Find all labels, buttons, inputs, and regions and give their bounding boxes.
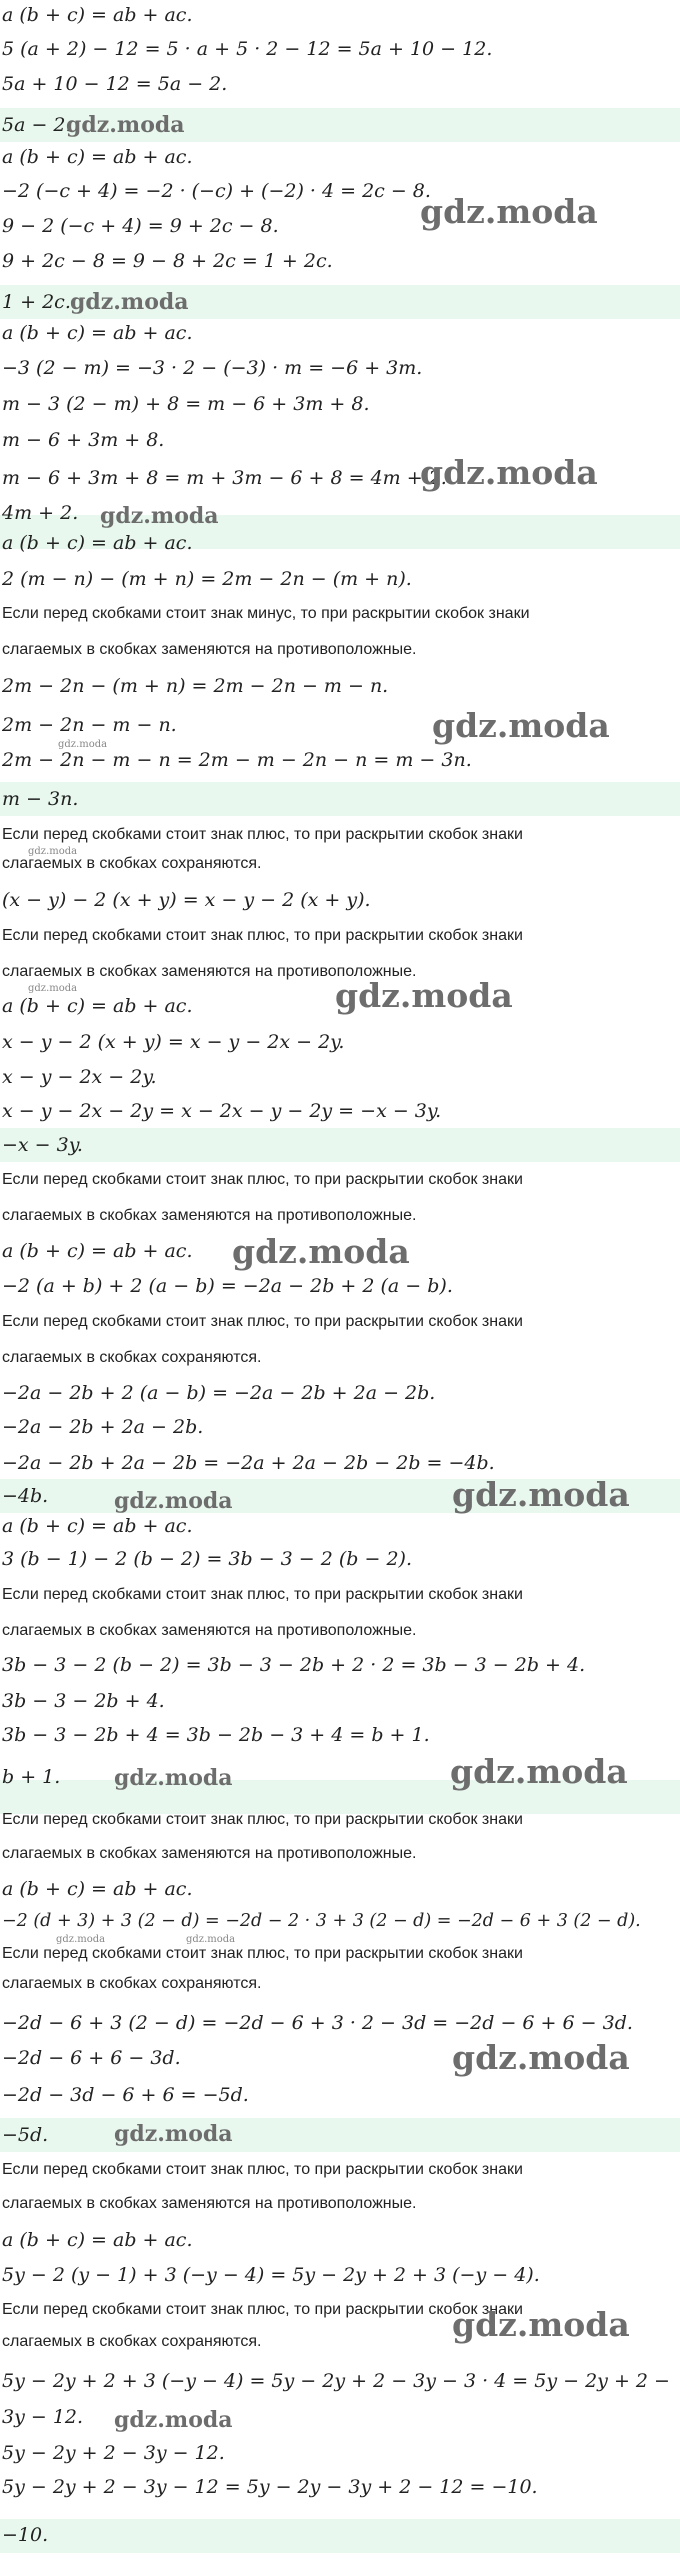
- math-line: 3b − 3 − 2b + 4 = 3b − 2b − 3 + 4 = b + 1.: [2, 1724, 430, 1746]
- answer-band: [0, 1128, 680, 1162]
- watermark: gdz.moda: [452, 2305, 630, 2344]
- answer-line: −10.: [2, 2524, 49, 2546]
- math-line: 2 (m − n) − (m + n) = 2m − 2n − (m + n).: [2, 568, 412, 590]
- math-line: 2m − 2n − m − n.: [2, 714, 177, 736]
- math-line: m − 3 (2 − m) + 8 = m − 6 + 3m + 8.: [2, 393, 370, 415]
- math-line: −2 (a + b) + 2 (a − b) = −2a − 2b + 2 (a − b).: [2, 1275, 453, 1297]
- watermark: gdz.moda: [420, 192, 598, 231]
- math-line: −2a − 2b + 2a − 2b = −2a + 2a − 2b − 2b = −4b.: [2, 1452, 495, 1474]
- math-line: m − 6 + 3m + 8.: [2, 429, 165, 451]
- rule-text: Если перед скобками стоит знак плюс, то при раскрытии скобок знаки: [2, 1945, 523, 1962]
- rule-text: Если перед скобками стоит знак плюс, то при раскрытии скобок знаки: [2, 1171, 523, 1188]
- math-line: −3 (2 − m) = −3 · 2 − (−3) · m = −6 + 3m.: [2, 357, 423, 379]
- math-line: 3 (b − 1) − 2 (b − 2) = 3b − 3 − 2 (b − 2).: [2, 1548, 412, 1570]
- math-line: 5y − 2 (y − 1) + 3 (−y − 4) = 5y − 2y + 2 + 3 (−y − 4).: [2, 2264, 540, 2286]
- rule-text: слагаемых в скобках сохраняются.: [2, 1975, 262, 1992]
- math-line: a (b + c) = ab + ac.: [2, 1240, 193, 1262]
- math-line: 5y − 2y + 2 − 3y − 12 = 5y − 2y − 3y + 2 − 12 = −10.: [2, 2476, 538, 2498]
- watermark: gdz.moda: [114, 1488, 233, 1514]
- rule-text: Если перед скобками стоит знак плюс, то при раскрытии скобок знаки: [2, 2161, 523, 2178]
- math-line: 5 (a + 2) − 12 = 5 · a + 5 · 2 − 12 = 5a + 10 − 12.: [2, 38, 493, 60]
- math-line: x − y − 2x − 2y.: [2, 1066, 157, 1088]
- answer-line: −x − 3y.: [2, 1134, 83, 1156]
- watermark: gdz.moda: [452, 1475, 630, 1514]
- watermark: gdz.moda: [186, 1934, 236, 1945]
- rule-text: слагаемых в скобках сохраняются.: [2, 1349, 262, 1366]
- rule-text: Если перед скобками стоит знак плюс, то при раскрытии скобок знаки: [2, 1313, 523, 1330]
- watermark: gdz.moda: [114, 2121, 233, 2147]
- rule-text: слагаемых в скобках заменяются на противоположные.: [2, 1845, 417, 1862]
- watermark: gdz.moda: [452, 2038, 630, 2077]
- math-line: a (b + c) = ab + ac.: [2, 4, 193, 26]
- watermark: gdz.moda: [56, 1934, 106, 1945]
- answer-line: m − 3n.: [2, 788, 79, 810]
- answer-line: −4b.: [2, 1485, 49, 1507]
- math-line: −2d − 6 + 3 (2 − d) = −2d − 6 + 3 · 2 − 3d = −2d − 6 + 6 − 3d.: [2, 2012, 633, 2034]
- watermark: gdz.moda: [28, 846, 78, 857]
- math-line: 2m − 2n − m − n = 2m − m − 2n − n = m − 3n.: [2, 749, 472, 771]
- math-line: 9 + 2c − 8 = 9 − 8 + 2c = 1 + 2c.: [2, 250, 333, 272]
- math-line: −2d − 6 + 6 − 3d.: [2, 2047, 181, 2069]
- answer-line: b + 1.: [2, 1766, 61, 1788]
- math-line: a (b + c) = ab + ac.: [2, 532, 193, 554]
- watermark: gdz.moda: [58, 739, 108, 750]
- watermark: gdz.moda: [66, 112, 185, 138]
- math-line: x − y − 2 (x + y) = x − y − 2x − 2y.: [2, 1031, 345, 1053]
- answer-band: [0, 2519, 680, 2553]
- answer-band: [0, 782, 680, 816]
- answer-line: 1 + 2c.: [2, 291, 71, 313]
- watermark: gdz.moda: [432, 706, 610, 745]
- answer-line: 5a − 2.: [2, 114, 72, 136]
- watermark: gdz.moda: [420, 453, 598, 492]
- math-line: 3b − 3 − 2b + 4.: [2, 1690, 165, 1712]
- rule-text: слагаемых в скобках заменяются на противоположные.: [2, 1622, 417, 1639]
- watermark: gdz.moda: [114, 1765, 233, 1791]
- rule-text: Если перед скобками стоит знак плюс, то при раскрытии скобок знаки: [2, 927, 523, 944]
- math-line: 5a + 10 − 12 = 5a − 2.: [2, 73, 228, 95]
- rule-text: Если перед скобками стоит знак плюс, то при раскрытии скобок знаки: [2, 2301, 523, 2318]
- watermark: gdz.moda: [100, 503, 219, 529]
- math-line: 2m − 2n − (m + n) = 2m − 2n − m − n.: [2, 675, 389, 697]
- rule-text: слагаемых в скобках заменяются на противоположные.: [2, 1207, 417, 1224]
- answer-line: −5d.: [2, 2124, 49, 2146]
- math-line: 3b − 3 − 2 (b − 2) = 3b − 3 − 2b + 2 · 2 = 3b − 3 − 2b + 4.: [2, 1654, 586, 1676]
- watermark: gdz.moda: [28, 983, 78, 994]
- math-line: a (b + c) = ab + ac.: [2, 2229, 193, 2251]
- math-line: −2 (d + 3) + 3 (2 − d) = −2d − 2 · 3 + 3 (2 − d) = −2d − 6 + 3 (2 − d).: [2, 1911, 641, 1931]
- watermark: gdz.moda: [450, 1752, 628, 1791]
- math-line: a (b + c) = ab + ac.: [2, 1878, 193, 1900]
- math-line: x − y − 2x − 2y = x − 2x − y − 2y = −x − 3y.: [2, 1100, 442, 1122]
- math-line: a (b + c) = ab + ac.: [2, 995, 193, 1017]
- rule-text: слагаемых в скобках заменяются на противоположные.: [2, 641, 417, 658]
- math-line: −2d − 3d − 6 + 6 = −5d.: [2, 2084, 249, 2106]
- math-line: m − 6 + 3m + 8 = m + 3m − 6 + 8 = 4m + 2.: [2, 467, 447, 489]
- answer-band: [0, 2118, 680, 2152]
- rule-text: Если перед скобками стоит знак плюс, то при раскрытии скобок знаки: [2, 826, 523, 843]
- math-line: 5y − 2y + 2 + 3 (−y − 4) = 5y − 2y + 2 − 3y − 3 · 4 = 5y − 2y + 2 −: [2, 2370, 670, 2392]
- rule-text: слагаемых в скобках сохраняются.: [2, 2333, 262, 2350]
- watermark: gdz.moda: [335, 976, 513, 1015]
- math-line: a (b + c) = ab + ac.: [2, 322, 193, 344]
- watermark: gdz.moda: [114, 2407, 233, 2433]
- rule-text: Если перед скобками стоит знак минус, то при раскрытии скобок знаки: [2, 605, 530, 622]
- math-line: (x − y) − 2 (x + y) = x − y − 2 (x + y).: [2, 889, 371, 911]
- answer-line: 4m + 2.: [2, 502, 79, 524]
- rule-text: слагаемых в скобках заменяются на противоположные.: [2, 963, 417, 980]
- rule-text: Если перед скобками стоит знак плюс, то при раскрытии скобок знаки: [2, 1811, 523, 1828]
- rule-text: слагаемых в скобках сохраняются.: [2, 855, 262, 872]
- math-line: −2 (−c + 4) = −2 · (−c) + (−2) · 4 = 2c − 8.: [2, 180, 431, 202]
- rule-text: слагаемых в скобках заменяются на противоположные.: [2, 2195, 417, 2212]
- rule-text: Если перед скобками стоит знак плюс, то при раскрытии скобок знаки: [2, 1586, 523, 1603]
- math-line: a (b + c) = ab + ac.: [2, 1515, 193, 1537]
- math-line: −2a − 2b + 2a − 2b.: [2, 1416, 204, 1438]
- math-line: 5y − 2y + 2 − 3y − 12.: [2, 2442, 225, 2464]
- watermark: gdz.moda: [232, 1232, 410, 1271]
- math-line: −2a − 2b + 2 (a − b) = −2a − 2b + 2a − 2b.: [2, 1382, 436, 1404]
- watermark: gdz.moda: [70, 289, 189, 315]
- math-line: 9 − 2 (−c + 4) = 9 + 2c − 8.: [2, 215, 279, 237]
- math-line: 3y − 12.: [2, 2406, 84, 2428]
- math-line: a (b + c) = ab + ac.: [2, 146, 193, 168]
